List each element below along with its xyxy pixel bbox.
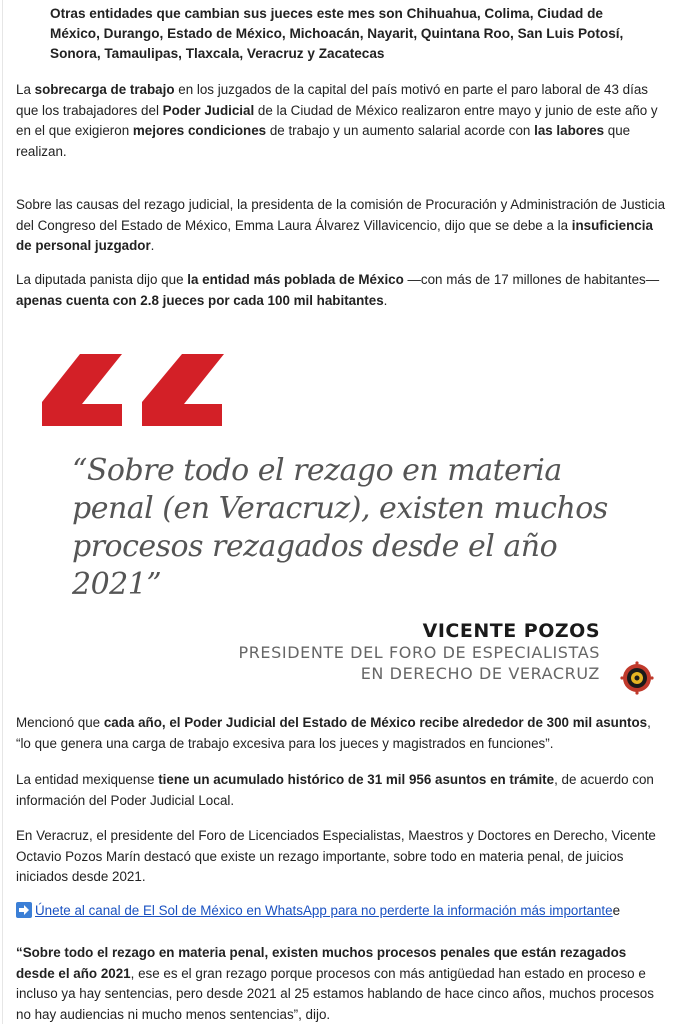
arrow-right-icon xyxy=(16,902,32,918)
pull-quote-card xyxy=(42,338,642,698)
paragraph-workload: La sobrecarga de trabajo en los juzgados de la capital del país motivó en parte el paro laboral de 43 días que los trabajadores del Poder Judicial de la Ciudad de México realizaron entre mayo y junio de este año y en el que exigieron mejores condiciones de trabajo y un aumento salarial acorde con las labores que realizan. xyxy=(16,82,658,159)
whatsapp-channel-link[interactable]: Únete al canal de El Sol de México en WhatsApp para no perderte la información más importante xyxy=(35,903,613,918)
paragraph-causes: Sobre las causas del rezago judicial, la presidenta de la comisión de Procuración y Administración de Justicia del Congreso del Estado de México, Emma Laura Álvarez Villavicencio, dijo que se debe a la insuficiencia de personal juzgador. xyxy=(16,197,666,253)
article-summary: Otras entidades que cambian sus jueces este mes son Chihuahua, Colima, Ciudad de México, Durango, Estado de México, Michoacán, Nayarit, Quintana Roo, San Luis Potosí, Sonora, Tamaulipas, Tlaxcala, Veracruz y Zacatecas xyxy=(50,6,624,61)
paragraph-annual-cases: Mencionó que cada año, el Poder Judicial del Estado de México recibe alrededor de 300 mil asuntos, “lo que genera una carga de trabajo excesiva para los jueces y magistrados en funciones”. xyxy=(16,715,651,751)
paragraph-population: La diputada panista dijo que la entidad más poblada de México —con más de 17 millones de habitantes— apenas cuenta con 2.8 jueces por cada 100 mil habitantes. xyxy=(16,272,660,308)
paragraph-backlog: La entidad mexiquense tiene un acumulado histórico de 31 mil 956 asuntos en trámite, de acuerdo con información del Poder Judicial Local. xyxy=(16,772,654,808)
left-border xyxy=(2,0,3,1024)
organization-seal-icon xyxy=(620,661,654,695)
whatsapp-trailing-text: e xyxy=(612,903,621,918)
whatsapp-promo xyxy=(16,901,666,921)
quote-marks-icon xyxy=(42,338,242,438)
paragraph-quote-detail: “Sobre todo el rezago en materia penal, existen muchos procesos penales que están rezagados desde el año 2021, ese es el gran rezago porque procesos con más antigüedad han estado en proceso e incluso ya hay sentencias, pero desde 2021 al 25 estamos hablando de hace cinco años, muchos procesos no hay audiencias ni mucho menos sentencias”, dijo. xyxy=(16,945,654,1022)
quote-speaker-name: VICENTE POZOS xyxy=(422,620,600,642)
quote-text: “Sobre todo el rezago en materia penal (en Veracruz), existen muchos procesos rezagados desde el año 2021” xyxy=(72,453,608,602)
paragraph-veracruz: En Veracruz, el presidente del Foro de Licenciados Especialistas, Maestros y Doctores en Derecho, Vicente Octavio Pozos Marín destacó que existe un rezago importante, sobre todo en materia penal, de juicios iniciados desde 2021. xyxy=(16,828,656,884)
quote-speaker-role: PRESIDENTE DEL FORO DE ESPECIALISTAS EN DERECHO DE VERACRUZ xyxy=(238,643,600,683)
